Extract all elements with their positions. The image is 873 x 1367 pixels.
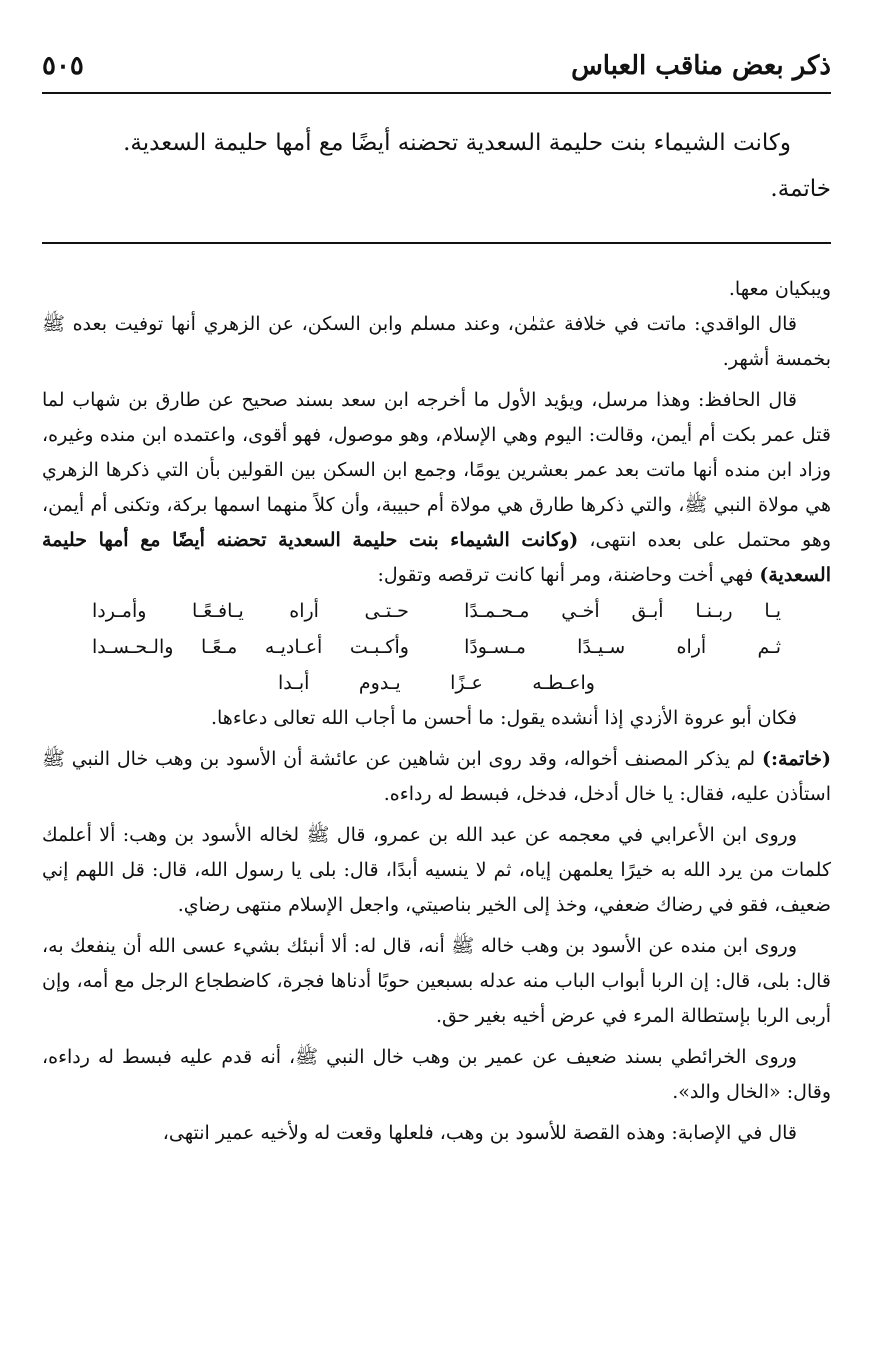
commentary-paragraph: [42, 742, 831, 812]
commentary-paragraph: وروى الخرائطي بسند ضعيف عن عمير بن وهب خال النبي ﷺ، أنه قدم عليه فبسط له رداءه، وقال: «الخال والد».: [42, 1046, 831, 1103]
running-title: ذكر بعض مناقب العباس: [571, 51, 831, 81]
commentary-text: فهي أخت وحاضنة، ومر أنها كانت ترقصه وتقول:: [377, 564, 754, 586]
commentary: [42, 272, 831, 1151]
commentary-paragraph: [42, 383, 831, 593]
commentary-divider: [42, 242, 831, 244]
commentary-paragraph: قال الواقدي: ماتت في خلافة عثمٰن، وعند مسلم وابن السكن، عن الزهري أنها توفيت بعده ﷺ بخمسة أشهر.: [42, 313, 831, 370]
commentary-paragraph: وروى ابن الأعرابي في معجمه عن عبد الله بن عمرو، قال ﷺ لخاله الأسود بن وهب: ألا أعلمك كلمات من يرد الله به خيرًا يعلمهن إياه، ثم لا ينسيه أبدًا، قال: بلى يا رسول الله، قال: قل اللهم إني ضعيف، فقو في رضاك ضعفي، وخذ إلى الخير بناصيتي، واجعل الإسلام منتهى رضاي.: [42, 824, 831, 916]
poem-hemistich: ثـم أراه سـيـدًا مـسـودًا: [464, 635, 781, 658]
page-header: [42, 40, 831, 94]
commentary-text: لم يذكر المصنف أخواله، وقد روى ابن شاهين عن عائشة أن الأسود بن وهب خال النبي ﷺ استأذن عليه، فقال: يا خال أدخل، فدخل، فبسط له رداءه.: [42, 748, 831, 805]
quoted-main-text: (وكانت الشيماء بنت حليمة السعدية تحضنه أيضًا مع أمها حليمة السعدية): [42, 529, 831, 586]
commentary-paragraph: وروى ابن منده عن الأسود بن وهب خاله ﷺ أنه، قال له: ألا أنبئك بشيء عسى الله أن ينفعك به، قال: بلى، قال: إن الربا أبواب الباب منه عدله بسبعين حوبًا أدناها فجرة، كاضطجاع الرجل مع أمه، وإن أربى الربا بإستطالة المرء في عرض أخيه بغير حق.: [42, 935, 831, 1027]
poem-hemistich: واعـطـه عـزًا يـدوم أبـدا: [278, 671, 595, 694]
poem-verse: [92, 629, 781, 665]
poem-hemistich: حـتـى أراه يـافـعًـا وأمـردا: [92, 599, 409, 622]
commentary-paragraph: قال في الإصابة: وهذه القصة للأسود بن وهب، فلعلها وقعت له ولأخيه عمير انتهى،: [162, 1122, 797, 1144]
main-text-line: خاتمة.: [770, 176, 831, 202]
main-text: [42, 120, 831, 212]
poem-hemistich: وأكـبـت أعـاديـه مـعًـا والـحـسـدا: [92, 635, 409, 658]
commentary-text: قال الحافظ: وهذا مرسل، ويؤيد الأول ما أخرجه ابن سعد بسند صحيح عن طارق بن شهاب لما قتل عمر بكت أم أيمن، وقالت: اليوم وهي الإسلام، وهو موصول، فهو أقوى، واعتمده ابن منده وغيره، وزاد ابن منده أنها ماتت بعد عمر بعشرين يومًا، وجمع ابن السكن بين القولين بأن التي ذكرها الزهري هي مولاة النبي ﷺ، والتي ذكرها طارق هي مولاة أم حبيبة، وأن كلاً منهما اسمها بركة، وتكنى أم أيمن، وهو محتمل على بعده انتهى،: [42, 389, 832, 551]
poem-verse: [92, 593, 781, 629]
poem-verse: [92, 665, 781, 701]
poem-hemistich: يـا ربـنـا أبـق أخـي مـحـمـدًا: [464, 599, 781, 622]
commentary-paragraph: ويبكيان معها.: [728, 278, 831, 300]
section-label: (خاتمة:): [762, 748, 831, 770]
page-number: ٥٠٥: [42, 51, 84, 81]
commentary-paragraph: فكان أبو عروة الأزدي إذا أنشده يقول: ما أحسن ما أجاب الله تعالى دعاءها.: [210, 707, 797, 729]
poem: [42, 593, 831, 701]
main-text-line: وكانت الشيماء بنت حليمة السعدية تحضنه أيضًا مع أمها حليمة السعدية.: [123, 130, 791, 156]
